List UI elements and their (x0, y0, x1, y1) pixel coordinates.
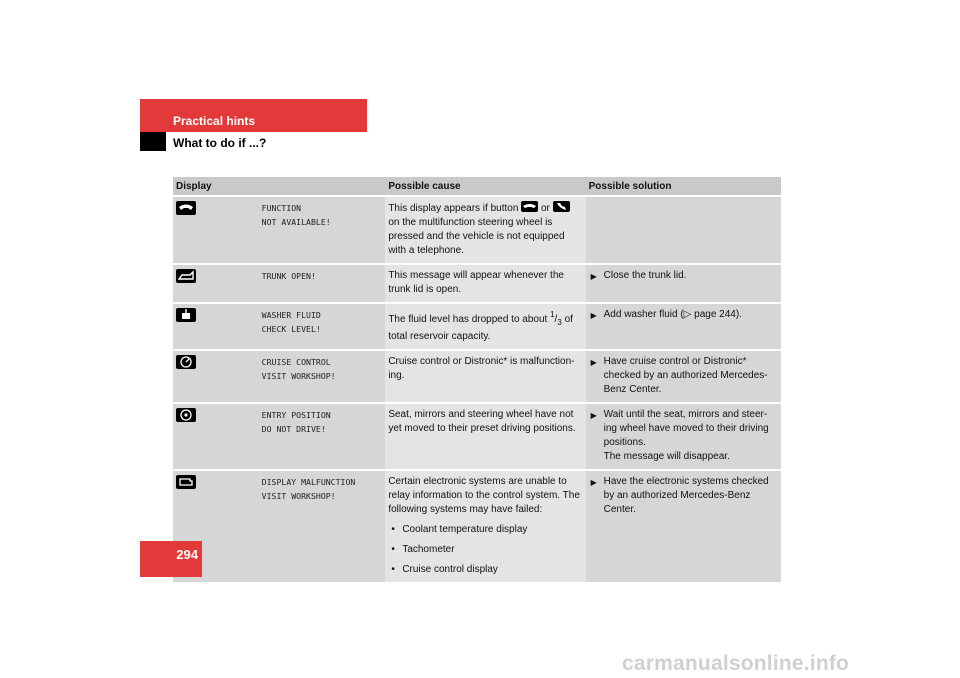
display-message-line2: NOT AVAILABLE! (261, 217, 331, 227)
subsection-title: What to do if ...? (173, 136, 267, 150)
cause-text: Cruise control or Distronic* is malfunction-ing. (385, 351, 585, 404)
cause-text-post: on the multifunction steering wheel is pressed and the vehicle is not equipped with a telephone. (388, 217, 565, 256)
table-row (173, 304, 781, 351)
subsection-marker (140, 132, 166, 151)
section-title: Practical hints (173, 114, 256, 128)
display-message-line1: WASHER FLUID (261, 310, 321, 320)
table-row (173, 351, 781, 404)
cruise-control-icon (176, 355, 196, 369)
table-row (173, 471, 781, 584)
action-arrow-icon: ▶ (590, 311, 597, 320)
display-message-line2: CHECK LEVEL! (261, 324, 321, 334)
solution-text: Close the trunk lid. (603, 270, 687, 281)
bullet-icon: • (391, 524, 395, 535)
table-row (173, 265, 781, 304)
display-message-line1: TRUNK OPEN! (261, 271, 316, 281)
phone-hangup-button-icon (521, 201, 538, 212)
display-message-line1: DISPLAY MALFUNCTION (261, 477, 356, 487)
cause-text-post: of total reservoir capacity. (388, 314, 573, 342)
action-arrow-icon: ▶ (590, 478, 597, 487)
cause-text: Certain electronic systems are unable to relay information to the control system. The following systems may have failed: (388, 476, 580, 515)
fraction-denominator: 3 (557, 318, 562, 327)
troubleshooting-table (173, 177, 781, 584)
display-message-line1: FUNCTION (261, 203, 302, 213)
cause-text: The fluid level has dropped to about (388, 314, 548, 325)
cause-text: This message will appear whenever the trunk lid is open. (385, 265, 585, 304)
display-message-line2: DO NOT DRIVE! (261, 424, 326, 434)
cause-text-or: or (540, 203, 550, 214)
action-arrow-icon: ▶ (590, 272, 597, 281)
solution-text: Wait until the seat, mirrors and steer-ing wheel have moved to their driving positions. (603, 409, 769, 448)
bullet-icon: • (391, 564, 395, 575)
page-number: 294 (176, 547, 198, 562)
solution-note: The message will disappear. (603, 451, 730, 462)
list-item: • Cruise control display (391, 564, 498, 575)
solution-text: Have the electronic systems checked by an authorized Mercedes-Benz Center. (603, 476, 769, 515)
list-item: • Coolant temperature display (391, 524, 528, 535)
action-arrow-icon: ▶ (590, 411, 597, 420)
table-header-row (173, 177, 781, 197)
column-header-cause: Possible cause (385, 177, 585, 197)
table-row (173, 404, 781, 471)
list-item: • Tachometer (391, 544, 455, 555)
watermark: carmanualsonline.info (622, 652, 850, 675)
washer-fluid-icon (176, 308, 196, 322)
column-header-display: Display (173, 177, 385, 197)
cause-text: Seat, mirrors and steering wheel have not yet moved to their preset driving positions. (385, 404, 585, 471)
display-message-line1: ENTRY POSITION (261, 410, 331, 420)
engine-electronics-icon (176, 475, 196, 489)
display-message-line2: VISIT WORKSHOP! (261, 491, 336, 501)
solution-text: Add washer fluid (▷ page 244). (603, 309, 742, 320)
telephone-icon (176, 201, 196, 215)
trunk-open-icon (176, 269, 196, 283)
phone-pickup-button-icon (553, 201, 570, 212)
display-message-line2: VISIT WORKSHOP! (261, 371, 336, 381)
steering-wheel-icon (176, 408, 196, 422)
bullet-icon: • (391, 544, 395, 555)
display-message-line1: CRUISE CONTROL (261, 357, 331, 367)
action-arrow-icon: ▶ (590, 358, 597, 367)
solution-text: Have cruise control or Distronic* checked by an authorized Mercedes-Benz Center. (603, 356, 768, 395)
fraction-numerator: 1 (550, 310, 555, 319)
cause-text: This display appears if button (388, 203, 519, 214)
table-row (173, 197, 781, 265)
fraction-slash: / (554, 314, 558, 325)
column-header-solution: Possible solution (586, 177, 781, 197)
